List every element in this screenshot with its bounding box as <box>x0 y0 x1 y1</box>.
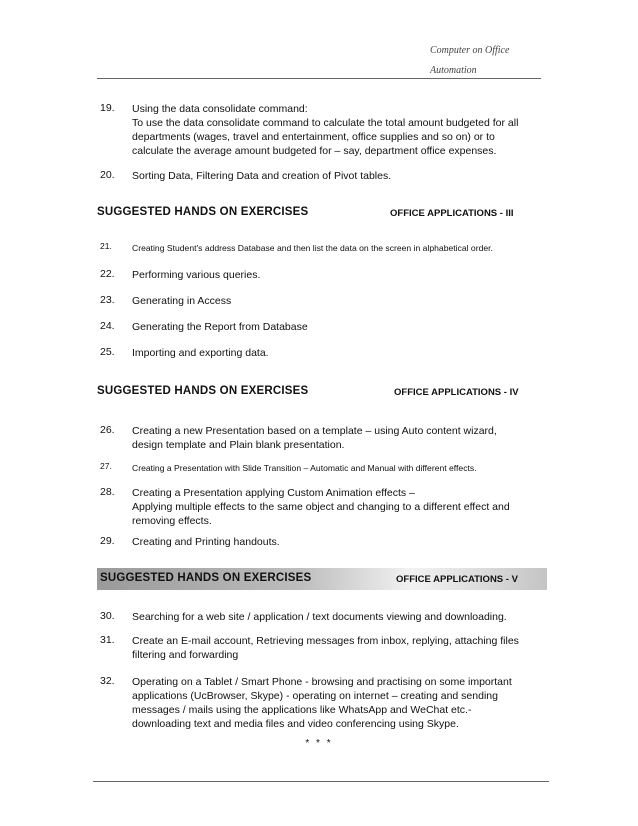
item-text <box>132 675 548 731</box>
item-text: Generating in Access <box>132 295 232 307</box>
item-text: Searching for a web site / application / text documents viewing and downloading. <box>132 611 507 623</box>
section-subtitle: OFFICE APPLICATIONS - IV <box>394 387 519 398</box>
item-number: 23. <box>100 294 115 306</box>
section-title: SUGGESTED HANDS ON EXERCISES <box>97 206 309 218</box>
item-number: 27. <box>100 461 112 471</box>
item-line: To use the data consolidate command to calculate the total amount budgeted for all <box>132 117 519 129</box>
item-line: departments (wages, travel and entertainment, office supplies and so on) or to <box>132 131 495 143</box>
item-text: Generating the Report from Database <box>132 321 308 333</box>
item-text: Creating Student's address Database and then list the data on the screen in alphabetical order. <box>132 243 493 253</box>
section-title: SUGGESTED HANDS ON EXERCISES <box>100 572 312 584</box>
item-number: 22. <box>100 268 115 280</box>
item-text: Importing and exporting data. <box>132 347 269 359</box>
item-line: Operating on a Tablet / Smart Phone - browsing and practising on some important <box>132 676 512 688</box>
item-number: 30. <box>100 610 115 622</box>
item-line: Creating a Presentation applying Custom Animation effects – <box>132 487 415 499</box>
header-title-line1: Computer on Office <box>430 45 510 56</box>
item-text <box>132 486 548 528</box>
section-subtitle: OFFICE APPLICATIONS - V <box>396 574 518 585</box>
item-number: 29. <box>100 535 115 547</box>
item-number: 20. <box>100 169 115 181</box>
item-line: downloading text and media files and video conferencing using Skype. <box>132 718 459 730</box>
section-header-office-applications-iv <box>97 382 547 402</box>
item-number: 25. <box>100 346 115 358</box>
item-text <box>132 634 548 662</box>
footer-rule <box>93 781 549 782</box>
item-line: Creating a new Presentation based on a template – using Auto content wizard, <box>132 425 497 437</box>
section-header-office-applications-iii <box>97 203 547 223</box>
item-text: Creating a Presentation with Slide Transition – Automatic and Manual with different effects. <box>132 463 477 473</box>
item-line: filtering and forwarding <box>132 649 239 661</box>
item-text: Creating and Printing handouts. <box>132 536 280 548</box>
section-title: SUGGESTED HANDS ON EXERCISES <box>97 385 309 397</box>
item-line: calculate the average amount budgeted for – say, department office expenses. <box>132 145 497 157</box>
item-line: design template and Plain blank presentation. <box>132 439 345 451</box>
section-subtitle: OFFICE APPLICATIONS - III <box>390 208 514 219</box>
item-line: Create an E-mail account, Retrieving messages from inbox, replying, attaching files <box>132 635 519 647</box>
item-text <box>132 424 548 452</box>
item-line: Using the data consolidate command: <box>132 103 308 115</box>
header-rule <box>97 78 541 79</box>
end-marker: * * * <box>305 738 333 749</box>
item-number: 24. <box>100 320 115 332</box>
item-text: Sorting Data, Filtering Data and creation of Pivot tables. <box>132 170 392 182</box>
item-line: applications (UcBrowser, Skype) - operating on internet – creating and sending <box>132 690 498 702</box>
item-line: messages / mails using the applications like WhatsApp and WeChat etc.- <box>132 704 472 716</box>
item-number: 26. <box>100 424 115 436</box>
item-text: Performing various queries. <box>132 269 261 281</box>
header-title-line2: Automation <box>430 65 477 76</box>
item-number: 28. <box>100 486 115 498</box>
item-text <box>132 102 548 158</box>
item-line: removing effects. <box>132 515 212 527</box>
item-line: Applying multiple effects to the same object and changing to a different effect and <box>132 501 510 513</box>
item-number: 19. <box>100 102 115 114</box>
item-number: 21. <box>100 241 112 251</box>
section-header-office-applications-v <box>97 568 547 590</box>
item-number: 32. <box>100 675 115 687</box>
item-number: 31. <box>100 634 115 646</box>
